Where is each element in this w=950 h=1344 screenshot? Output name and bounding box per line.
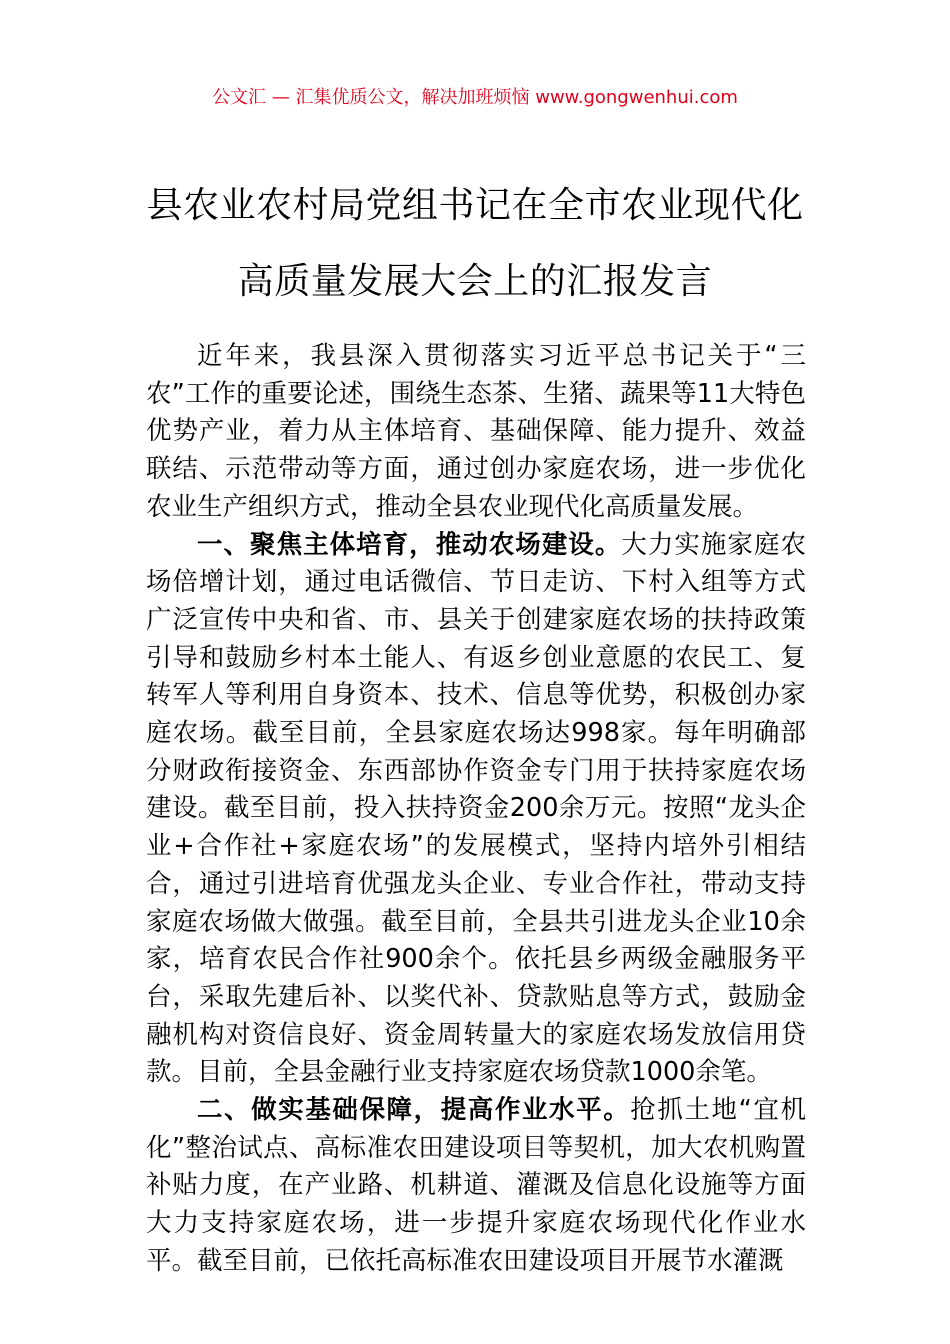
- document-body: [146, 338, 806, 1281]
- paragraph-intro: [146, 338, 806, 527]
- section-2-heading: 二、做实基础保障，提高作业水平。: [197, 1095, 631, 1126]
- document-title: [0, 168, 950, 320]
- title-line-1: 县农业农村局党组书记在全市农业现代化: [146, 185, 804, 226]
- header-banner: 公文汇 — 汇集优质公文，解决加班烦恼 www.gongwenhui.com: [212, 87, 738, 108]
- paragraph-text: 近年来，我县深入贯彻落实习近平总书记关于“三农”工作的重要论述，围绕生态茶、生猪、蔬果等11大特色优势产业，着力从主体培育、基础保障、能力提升、效益联结、示范带动等方面，通过创办家庭农场，进一步优化农业生产组织方式，推动全县农业现代化高质量发展。: [146, 341, 806, 522]
- section-2-text: 抢抓土地“宜机化”整治试点、高标准农田建设项目等契机，加大农机购置补贴力度，在产业路、机耕道、灌溉及信息化设施等方面大力支持家庭农场，进一步提升家庭农场现代化作业水平。截至目前，已依托高标准农田建设项目开展节水灌溉: [146, 1095, 806, 1276]
- section-1-text: 大力实施家庭农场倍增计划，通过电话微信、节日走访、下村入组等方式广泛宣传中央和省、市、县关于创建家庭农场的扶持政策引导和鼓励乡村本土能人、有返乡创业意愿的农民工、复转军人等利用自身资本、技术、信息等优势，积极创办家庭农场。截至目前，全县家庭农场达998家。每年明确部分财政衔接资金、东西部协作资金专门用于扶持家庭农场建设。截至目前，投入扶持资金200余万元。按照“龙头企业+合作社+家庭农场”的发展模式，坚持内培外引相结合，通过引进培育优强龙头企业、专业合作社，带动支持家庭农场做大做强。截至目前，全县共引进龙头企业10余家，培育农民合作社900余个。依托县乡两级金融服务平台，采取先建后补、以奖代补、贷款贴息等方式，鼓励金融机构对资信良好、资金周转量大的家庭农场发放信用贷款。目前，全县金融行业支持家庭农场贷款1000余笔。: [146, 529, 806, 1088]
- title-line-2: 高质量发展大会上的汇报发言: [237, 261, 713, 302]
- paragraph-section-2: [146, 1092, 806, 1281]
- paragraph-section-1: [146, 527, 806, 1093]
- section-1-heading: 一、聚焦主体培育，推动农场建设。: [197, 529, 622, 560]
